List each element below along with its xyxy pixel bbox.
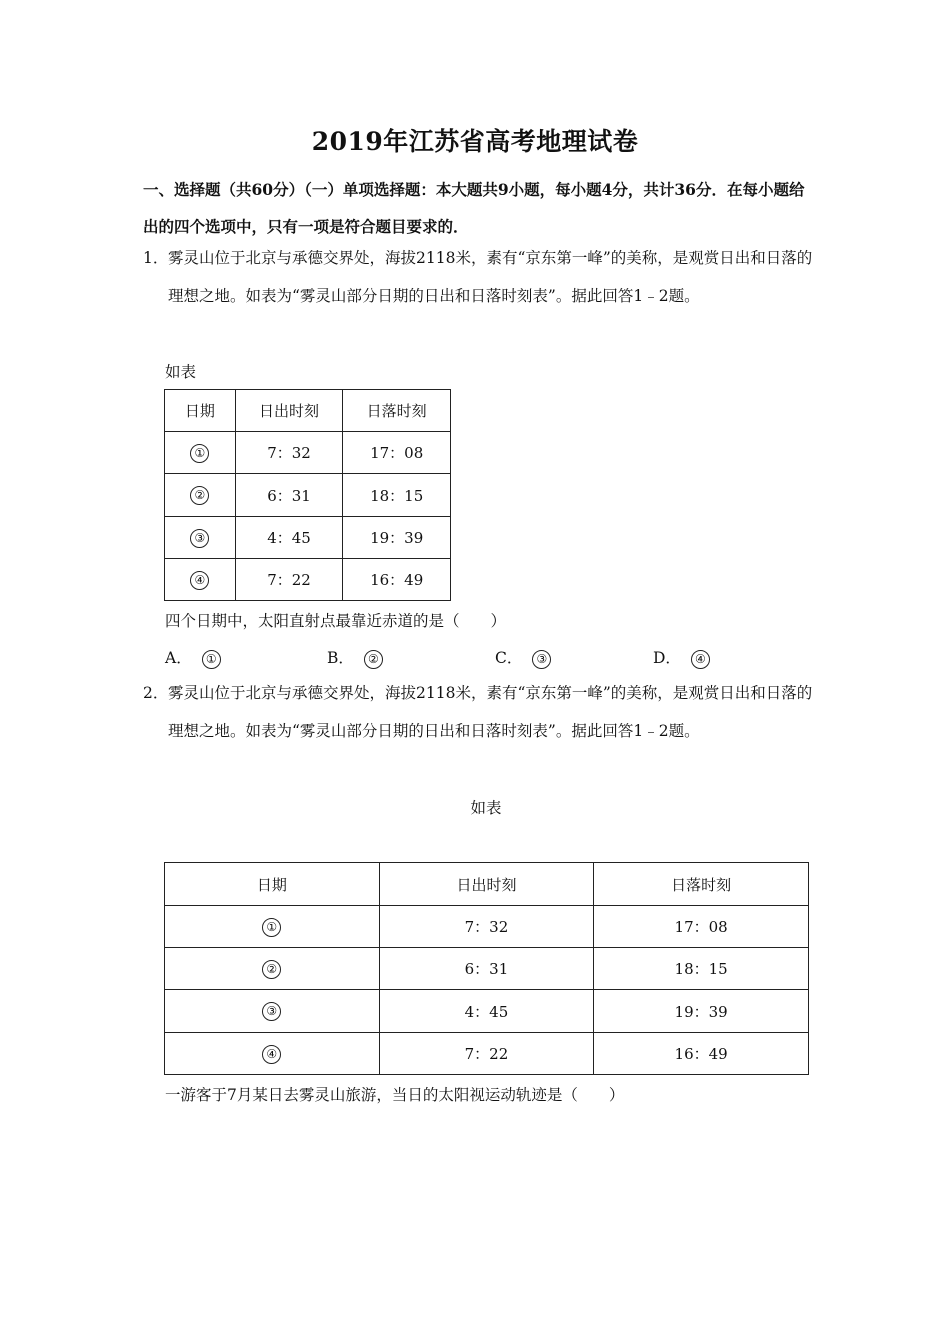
sunset-cell: 19：39 [343,517,451,559]
option-value: ③ [532,650,551,669]
date-marker: ① [262,918,281,937]
question-2-stem: 一游客于7月某日去雾灵山旅游，当日的太阳视运动轨迹是（ ） [165,1086,625,1104]
option-value: ② [364,650,383,669]
table-caption: 如表 [165,363,197,381]
option-value: ④ [691,650,710,669]
table-row [165,559,451,601]
header-sunset: 日落时刻 [343,390,451,432]
header-sunset: 日落时刻 [594,863,809,906]
date-marker: ② [262,960,281,979]
table-row [165,474,451,517]
question-number: 1． [143,249,169,267]
table-row [165,517,451,559]
option-c[interactable] [495,646,551,669]
option-letter: D． [653,649,681,667]
question-2-intro [143,674,813,750]
sunrise-cell: 7：32 [235,432,343,474]
date-marker: ④ [262,1045,281,1064]
option-value: ① [202,650,221,669]
question-text: 雾灵山位于北京与承德交界处，海拔2118米，素有“京东第一峰”的美称，是观赏日出和日落的理想之地。如表为“雾灵山部分日期的日出和日落时刻表”。据此回答1﹣2题。 [168,249,813,305]
sunset-cell: 17：08 [594,906,809,948]
header-date: 日期 [165,863,380,906]
sunrise-cell: 7：32 [379,906,594,948]
question-1-stem: 四个日期中，太阳直射点最靠近赤道的是（ ） [165,612,507,630]
question-number: 2． [143,684,169,702]
table-row [165,432,451,474]
sunrise-cell: 7：22 [235,559,343,601]
sunset-cell: 18：15 [594,948,809,990]
table-row [165,990,809,1033]
sunrise-cell: 4：45 [235,517,343,559]
sunset-cell: 19：39 [594,990,809,1033]
sunset-cell: 16：49 [594,1033,809,1075]
table-header-row [165,863,809,906]
option-letter: C． [495,649,523,667]
table-row [165,906,809,948]
sunrise-sunset-table-1 [164,389,451,601]
date-marker: ① [190,444,209,463]
date-marker: ③ [262,1002,281,1021]
sunrise-sunset-table-2 [164,862,809,1075]
option-a[interactable] [165,646,221,669]
sunrise-cell: 6：31 [379,948,594,990]
table-caption: 如表 [470,799,502,817]
date-marker: ③ [190,529,209,548]
page-title: 2019年江苏省高考地理试卷 [311,127,639,156]
date-marker: ④ [190,571,209,590]
question-1-intro [143,239,813,315]
date-marker: ② [190,486,209,505]
header-sunrise: 日出时刻 [235,390,343,432]
question-1-options [165,646,765,670]
header-sunrise: 日出时刻 [379,863,594,906]
sunrise-cell: 4：45 [379,990,594,1033]
sunset-cell: 16：49 [343,559,451,601]
table-row [165,948,809,990]
sunrise-cell: 7：22 [379,1033,594,1075]
sunrise-cell: 6：31 [235,474,343,517]
table-row [165,1033,809,1075]
header-date: 日期 [165,390,236,432]
option-b[interactable] [327,646,383,669]
sunset-cell: 17：08 [343,432,451,474]
table-header-row [165,390,451,432]
section-instructions: 一、选择题（共60分）（一）单项选择题：本大题共9小题，每小题4分，共计36分．在每小题给出的四个选项中，只有一项是符合题目要求的． [143,180,805,236]
question-text: 雾灵山位于北京与承德交界处，海拔2118米，素有“京东第一峰”的美称，是观赏日出和日落的理想之地。如表为“雾灵山部分日期的日出和日落时刻表”。据此回答1﹣2题。 [168,684,813,740]
option-d[interactable] [653,646,710,669]
option-letter: A． [165,649,192,667]
sunset-cell: 18：15 [343,474,451,517]
option-letter: B． [327,649,354,667]
